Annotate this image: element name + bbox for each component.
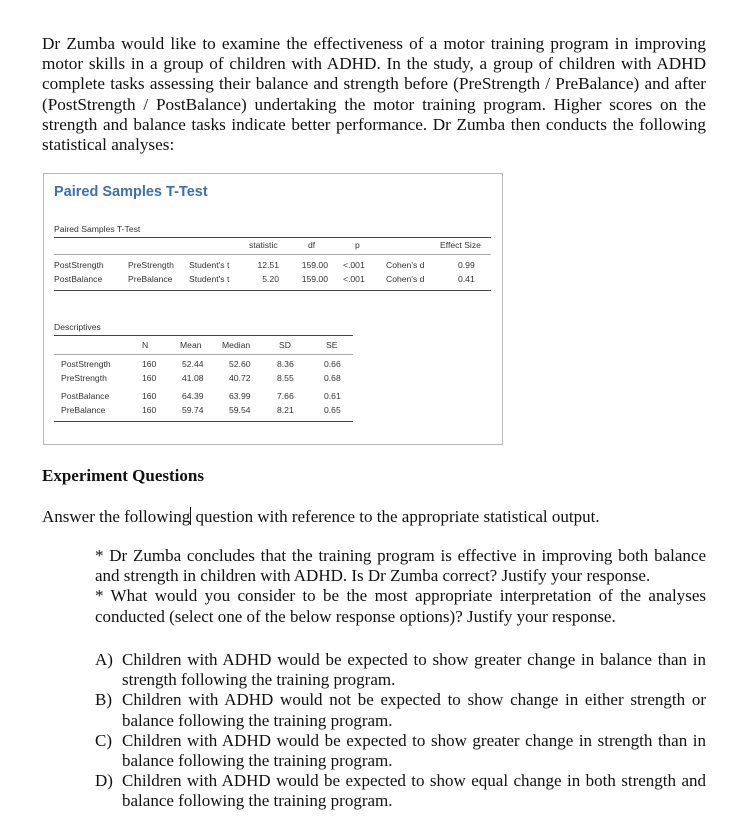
option-text: Children with ADHD would be expected to show greater change in balance than in strength following the training program.	[122, 650, 706, 690]
ttest-p: <.001	[343, 260, 365, 270]
option-letter: A)	[95, 650, 113, 669]
desc-n: 160	[142, 359, 157, 369]
ttest-df: 159.00	[301, 274, 328, 284]
desc-sd: 8.55	[277, 373, 294, 383]
ttest-statistic: 5.20	[262, 274, 279, 284]
ttest-es: 0.41	[458, 274, 475, 284]
ttest-test: Student's t	[189, 260, 230, 270]
ttest-var2: PreStrength	[128, 260, 174, 270]
ttest-df: 159.00	[301, 260, 328, 270]
desc-median: 52.60	[229, 359, 251, 369]
desc-name: PostStrength	[61, 359, 111, 369]
desc-n: 160	[142, 391, 157, 401]
ttest-var2: PreBalance	[128, 274, 173, 284]
desc-se: 0.66	[324, 359, 341, 369]
ttest-header-statistic: statistic	[249, 240, 278, 250]
option-text: Children with ADHD would not be expected to show change in either strength or balance following the training program.	[122, 690, 706, 730]
desc-n: 160	[142, 405, 157, 415]
ttest-bottom-rule	[54, 290, 491, 291]
ttest-es: 0.99	[458, 260, 475, 270]
question-1: * Dr Zumba concludes that the training program is effective in improving both balance and strength in children with ADHD. Is Dr Zumba correct? Justify your response.	[95, 546, 706, 586]
instruction-text	[42, 507, 600, 527]
option-b	[95, 690, 706, 730]
ttest-statistic: 12.51	[257, 260, 279, 270]
desc-se: 0.68	[324, 373, 341, 383]
ttest-caption: Paired Samples T-Test	[54, 224, 141, 234]
desc-median: 40.72	[229, 373, 251, 383]
desc-median: 59.54	[229, 405, 251, 415]
ttest-header-df: df	[308, 240, 316, 250]
ttest-es-type: Cohen's d	[386, 274, 425, 284]
desc-mean: 41.08	[182, 373, 204, 383]
descriptives-header-rule	[54, 354, 353, 355]
desc-se: 0.65	[324, 405, 341, 415]
question-2: * What would you consider to be the most appropriate interpretation of the analyses conducted (select one of the below response options)? Justify your response.	[95, 586, 706, 626]
desc-header-median: Median	[222, 340, 251, 350]
desc-median: 63.99	[229, 391, 251, 401]
desc-sd: 7.66	[277, 391, 294, 401]
ttest-var1: PostStrength	[54, 260, 104, 270]
experiment-heading: Experiment Questions	[42, 466, 204, 485]
analysis-output-panel	[43, 173, 503, 445]
ttest-top-rule	[54, 237, 491, 238]
option-letter: D)	[95, 771, 113, 791]
option-text: Children with ADHD would be expected to show equal change in both strength and balance following the training program.	[122, 771, 706, 811]
ttest-var1: PostBalance	[54, 274, 103, 284]
option-c	[95, 731, 706, 771]
ttest-header-p: p	[355, 240, 360, 250]
option-letter: B)	[95, 690, 112, 710]
ttest-test: Student's t	[189, 274, 230, 284]
response-options	[95, 650, 706, 812]
ttest-p: <.001	[343, 274, 365, 284]
descriptives-bottom-rule	[54, 421, 353, 422]
intro-paragraph: Dr Zumba would like to examine the effectiveness of a motor training program in improving motor skills in a group of children with ADHD. In the study, a group of children with ADHD complete tasks assessing their balance and strength before (PreStrength / PreBalance) and after (PostStrength / PostBalance) undertaking the motor training program. Higher scores on the strength and balance tasks indicate better performance. Dr Zumba then conducts the following statistical analyses:	[42, 34, 706, 155]
option-letter: C)	[95, 730, 112, 750]
instruction-part-b: question with reference to the appropriate statistical output.	[191, 507, 600, 526]
instruction-part-a: Answer the following	[42, 507, 191, 526]
question-list	[95, 546, 706, 627]
ttest-header-effect-size: Effect Size	[440, 240, 481, 250]
descriptives-top-rule	[54, 335, 353, 336]
desc-name: PreBalance	[61, 405, 106, 415]
desc-n: 160	[142, 373, 157, 383]
desc-name: PreStrength	[61, 373, 107, 383]
desc-sd: 8.21	[277, 405, 294, 415]
desc-header-mean: Mean	[180, 340, 202, 350]
desc-header-se: SE	[326, 340, 338, 350]
desc-mean: 64.39	[182, 391, 204, 401]
ttest-es-type: Cohen's d	[386, 260, 425, 270]
desc-se: 0.61	[324, 391, 341, 401]
descriptives-caption: Descriptives	[54, 322, 101, 332]
desc-mean: 52.44	[182, 359, 204, 369]
desc-sd: 8.36	[277, 359, 294, 369]
desc-name: PostBalance	[61, 391, 110, 401]
option-d	[95, 771, 706, 811]
desc-header-n: N	[142, 340, 149, 350]
desc-mean: 59.74	[182, 405, 204, 415]
panel-title: Paired Samples T-Test	[54, 184, 208, 200]
option-text: Children with ADHD would be expected to show greater change in strength than in balance following the training program.	[122, 730, 706, 771]
option-a	[95, 650, 706, 690]
ttest-header-rule	[54, 254, 491, 255]
desc-header-sd: SD	[279, 340, 291, 350]
